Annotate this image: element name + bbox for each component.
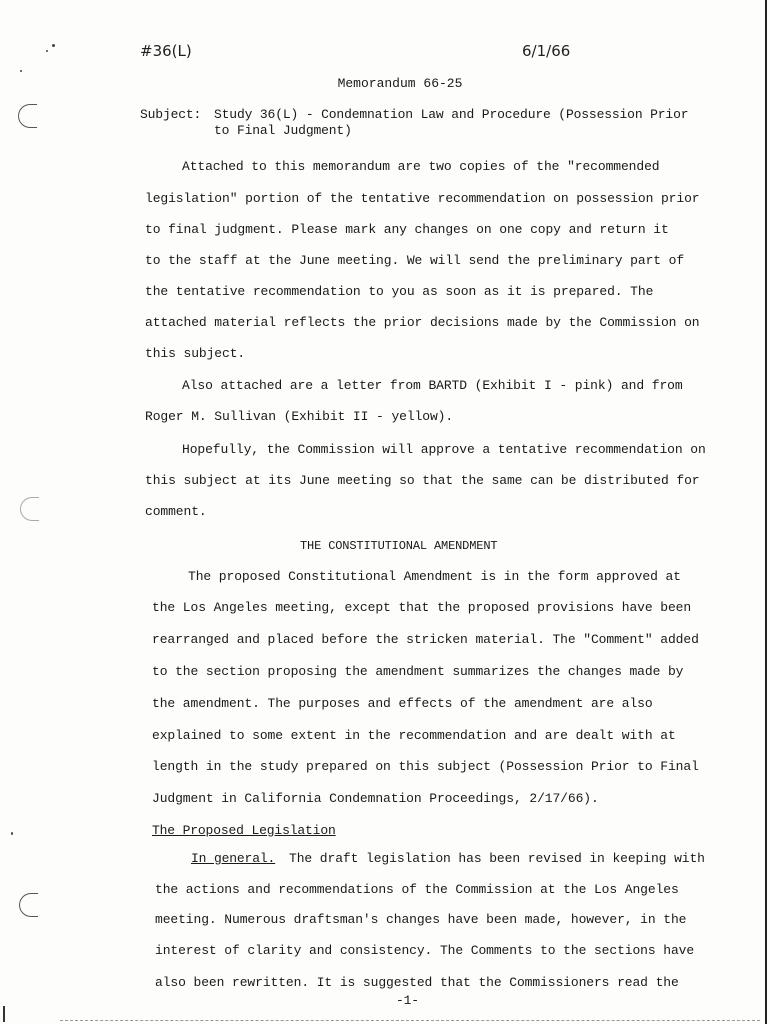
section-heading-constitutional: THE CONSTITUTIONAL AMENDMENT [300, 539, 498, 553]
paragraph-line: Hopefully, the Commission will approve a tentative recommendation on [182, 442, 706, 457]
punch-hole-bottom [19, 893, 38, 917]
paragraph-line: Also attached are a letter from BARTD (Exhibit I - pink) and from [182, 378, 683, 393]
section-heading-legislation: The Proposed Legislation [152, 823, 336, 838]
page-number: -1- [396, 993, 419, 1008]
paragraph-line: The draft legislation has been revised in keeping with [289, 851, 705, 866]
paragraph-line: attached material reflects the prior decisions made by the Commission on [145, 315, 700, 330]
paragraph-line: Judgment in California Condemnation Proceedings, 2/17/66). [152, 791, 599, 806]
scan-edge-bottom [60, 1020, 760, 1022]
scan-speck [20, 70, 22, 72]
paragraph-line: explained to some extent in the recommendation and are dealt with at [152, 728, 676, 743]
paragraph-line: to final judgment. Please mark any changes on one copy and return it [145, 222, 669, 237]
paragraph-line: the Los Angeles meeting, except that the proposed provisions have been [152, 600, 692, 615]
scan-speck [11, 832, 13, 835]
paragraph-line: rearranged and placed before the stricken material. The "Comment" added [152, 632, 699, 647]
paragraph-line: Attached to this memorandum are two copies of the "recommended [182, 159, 660, 174]
subject-line-2: to Final Judgment) [214, 123, 352, 138]
document-date: 6/1/66 [522, 42, 571, 60]
subject-line-1: Study 36(L) - Condemnation Law and Procedure (Possession Prior [214, 107, 689, 122]
subject-label: Subject: [140, 107, 202, 122]
scan-speck [46, 50, 48, 52]
document-number: #36(L) [140, 42, 192, 60]
punch-hole-top [18, 104, 37, 128]
punch-hole-middle [20, 497, 39, 521]
paragraph-line: comment. [145, 504, 207, 519]
paragraph-line: also been rewritten. It is suggested that the Commissioners read the [155, 975, 679, 990]
paragraph-line: this subject at its June meeting so that the same can be distributed for [145, 473, 700, 488]
memo-title: Memorandum 66-25 [337, 76, 463, 91]
paragraph-line: Roger M. Sullivan (Exhibit II - yellow). [145, 409, 454, 424]
subheading-in-general: In general. [191, 851, 276, 866]
paragraph-line: meeting. Numerous draftsman's changes have been made, however, in the [155, 912, 687, 927]
paragraph-line: length in the study prepared on this subject (Possession Prior to Final [152, 759, 699, 774]
paragraph-line: the actions and recommendations of the Commission at the Los Angeles [155, 882, 679, 897]
paragraph-line: The proposed Constitutional Amendment is in the form approved at [188, 569, 681, 584]
scan-edge-right [765, 0, 767, 1024]
scan-mark-left [3, 1006, 5, 1022]
scan-speck [52, 44, 55, 47]
paragraph-line: the amendment. The purposes and effects of the amendment are also [152, 696, 653, 711]
paragraph-line: legislation" portion of the tentative recommendation on possession prior [145, 191, 700, 206]
paragraph-line: this subject. [145, 346, 246, 361]
paragraph-line: to the staff at the June meeting. We will send the preliminary part of [145, 253, 685, 268]
paragraph-line: to the section proposing the amendment summarizes the changes made by [152, 664, 684, 679]
paragraph-line: the tentative recommendation to you as soon as it is prepared. The [145, 284, 654, 299]
paragraph-line: interest of clarity and consistency. The Comments to the sections have [155, 943, 695, 958]
